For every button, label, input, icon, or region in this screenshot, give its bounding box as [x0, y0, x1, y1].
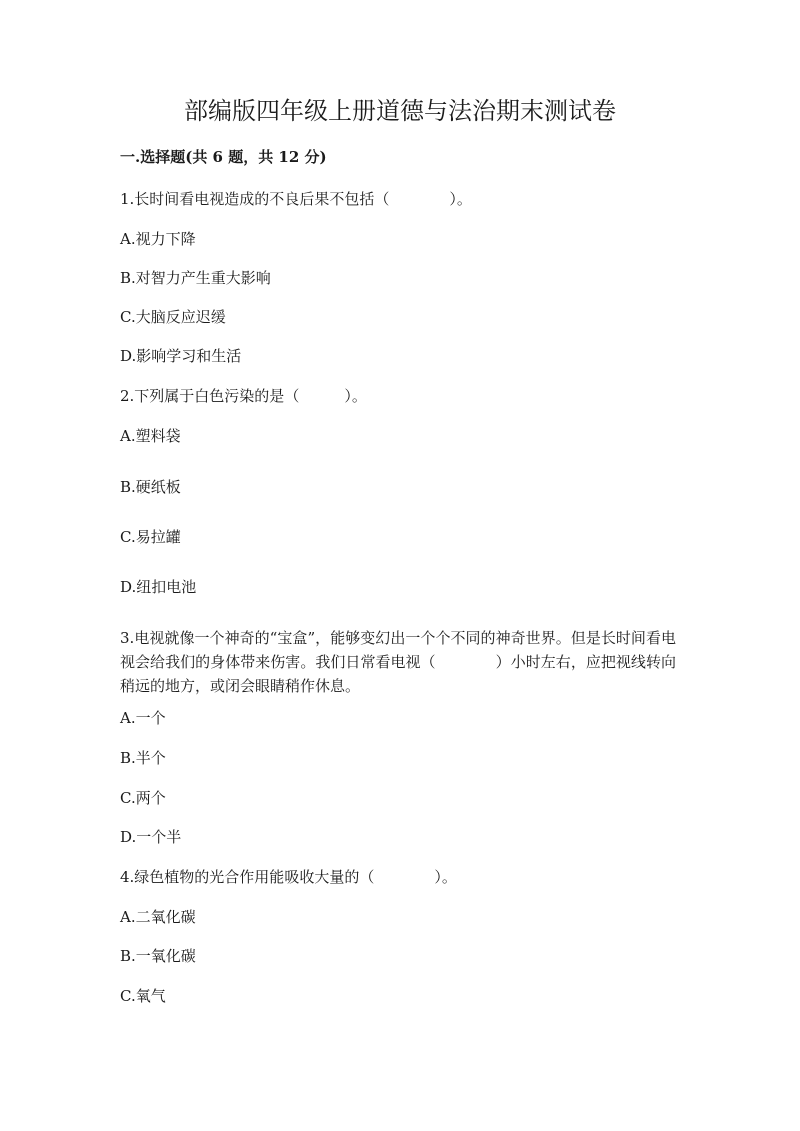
question-1-option-b: B.对智力产生重大影响	[120, 269, 271, 287]
question-4-option-a: A.二氧化碳	[120, 908, 196, 926]
question-1-stem: 1.长时间看电视造成的不良后果不包括（ ）。	[120, 190, 472, 208]
question-3-option-c: C.两个	[120, 789, 166, 807]
page-title: 部编版四年级上册道德与法治期末测试卷	[184, 97, 616, 125]
question-3-stem: 3.电视就像一个神奇的“宝盒”，能够变幻出一个个不同的神奇世界。但是长时间看电视会给我们的身体带来伤害。我们日常看电视（ ）小时左右，应把视线转向稍远的地方，或闭会眼睛稍作休息。	[120, 629, 676, 695]
question-3-option-b: B.半个	[120, 749, 166, 767]
section-heading: 一.选择题(共 6 题，共 12 分)	[120, 148, 327, 166]
question-4-option-b: B.一氧化碳	[120, 947, 196, 965]
question-1-option-c: C.大脑反应迟缓	[120, 308, 226, 326]
question-2-option-d: D.纽扣电池	[120, 578, 197, 596]
question-2-option-a: A.塑料袋	[120, 427, 181, 445]
question-1-option-d: D.影响学习和生活	[120, 347, 242, 365]
question-2-stem: 2.下列属于白色污染的是（ ）。	[120, 387, 367, 405]
question-4-option-c: C.氧气	[120, 987, 166, 1005]
question-3-option-a: A.一个	[120, 709, 166, 727]
question-2-option-c: C.易拉罐	[120, 528, 181, 546]
question-1-option-a: A.视力下降	[120, 230, 196, 248]
question-3-option-d: D.一个半	[120, 828, 182, 846]
question-2-option-b: B.硬纸板	[120, 478, 181, 496]
question-4-stem: 4.绿色植物的光合作用能吸收大量的（ ）。	[120, 868, 457, 886]
